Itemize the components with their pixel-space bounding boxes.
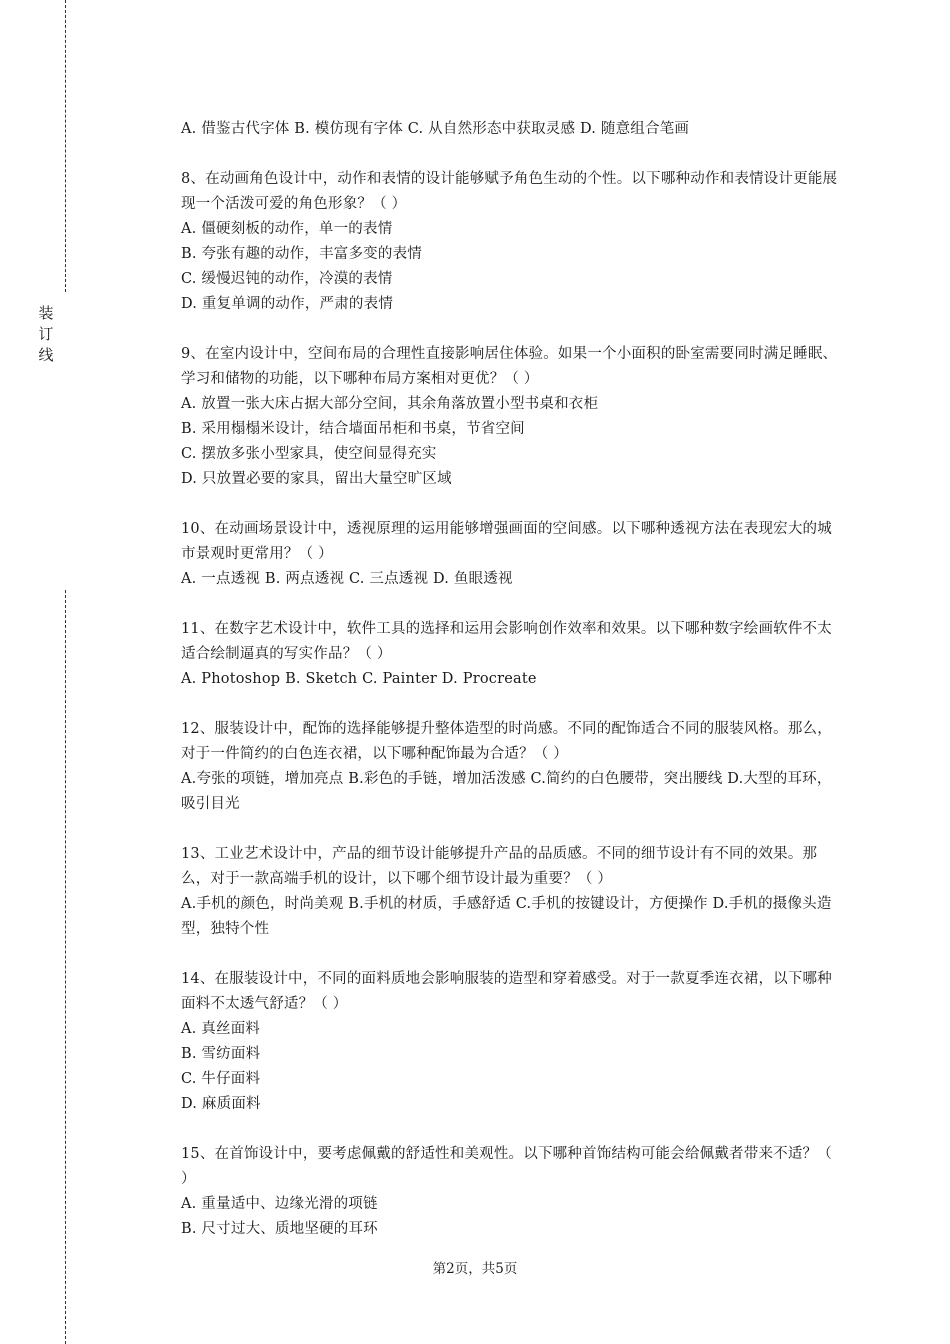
binding-dashed-line-top (65, 0, 66, 292)
option-a: A. 真丝面料 (181, 1021, 261, 1037)
question-8 (181, 167, 841, 317)
options-inline: A. 一点透视 B. 两点透视 C. 三点透视 D. 鱼眼透视 (181, 571, 513, 587)
binding-label: 装订线 (38, 304, 54, 364)
option-b: B. 夸张有趣的动作，丰富多变的表情 (181, 246, 422, 262)
question-11 (181, 617, 841, 692)
question-stem: 15、在首饰设计中，要考虑佩戴的舒适性和美观性。以下哪种首饰结构可能会给佩戴者带来不适？（ ） (181, 1146, 832, 1187)
option-d: D. 重复单调的动作，严肃的表情 (181, 296, 394, 312)
question-stem: 10、在动画场景设计中，透视原理的运用能够增强画面的空间感。以下哪种透视方法在表现宏大的城市景观时更常用？（ ） (181, 521, 832, 562)
option-a: A. 放置一张大床占据大部分空间，其余角落放置小型书桌和衣柜 (181, 396, 599, 412)
option-b: B. 尺寸过大、质地坚硬的耳环 (181, 1221, 378, 1237)
options-inline: A. Photoshop B. Sketch C. Painter D. Procreate (181, 671, 537, 687)
question-14 (181, 967, 841, 1117)
question-10 (181, 517, 841, 592)
options-inline: A.夸张的项链，增加亮点 B.彩色的手链，增加活泼感 C.简约的白色腰带，突出腰线 D.大型的耳环，吸引目光 (181, 771, 832, 812)
question-13 (181, 842, 841, 942)
option-a: A. 重量适中、边缘光滑的项链 (181, 1196, 378, 1212)
question-stem: 9、在室内设计中，空间布局的合理性直接影响居住体验。如果一个小面积的卧室需要同时满足睡眠、学习和储物的功能，以下哪种布局方案相对更优？（ ） (181, 346, 838, 387)
binding-dashed-line-bottom (65, 590, 66, 1344)
question-list (181, 117, 841, 1267)
options-inline: A.手机的颜色，时尚美观 B.手机的材质，手感舒适 C.手机的按键设计，方便操作 D.手机的摄像头造型，独特个性 (181, 896, 832, 937)
option-a: A. 僵硬刻板的动作，单一的表情 (181, 221, 393, 237)
option-c: C. 牛仔面料 (181, 1071, 261, 1087)
question-stem: 8、在动画角色设计中，动作和表情的设计能够赋予角色生动的个性。以下哪种动作和表情设计更能展现一个活泼可爱的角色形象？（ ） (181, 171, 838, 212)
question-stem: 12、服装设计中，配饰的选择能够提升整体造型的时尚感。不同的配饰适合不同的服装风格。那么，对于一件简约的白色连衣裙，以下哪种配饰最为合适？（ ） (181, 721, 832, 762)
question-7-options: A. 借鉴古代字体 B. 模仿现有字体 C. 从自然形态中获取灵感 D. 随意组合笔画 (181, 121, 690, 137)
question-stem: 13、工业艺术设计中，产品的细节设计能够提升产品的品质感。不同的细节设计有不同的效果。那么，对于一款高端手机的设计，以下哪个细节设计最为重要？（ ） (181, 846, 818, 887)
question-stem: 14、在服装设计中，不同的面料质地会影响服装的造型和穿着感受。对于一款夏季连衣裙，以下哪种面料不太透气舒适？（ ） (181, 971, 832, 1012)
page-number: 第2页，共5页 (432, 1261, 518, 1277)
option-c: C. 缓慢迟钝的动作，冷漠的表情 (181, 271, 393, 287)
question-12 (181, 717, 841, 817)
question-stem: 11、在数字艺术设计中，软件工具的选择和运用会影响创作效率和效果。以下哪种数字绘画软件不太适合绘制逼真的写实作品？（ ） (181, 621, 832, 662)
option-c: C. 摆放多张小型家具，使空间显得充实 (181, 446, 437, 462)
option-d: D. 只放置必要的家具，留出大量空旷区域 (181, 471, 452, 487)
question-15 (181, 1142, 841, 1242)
option-b: B. 雪纺面料 (181, 1046, 261, 1062)
option-b: B. 采用榻榻米设计，结合墙面吊柜和书桌，节省空间 (181, 421, 525, 437)
option-d: D. 麻质面料 (181, 1096, 261, 1112)
question-9 (181, 342, 841, 492)
question-7-fragment (181, 117, 841, 142)
